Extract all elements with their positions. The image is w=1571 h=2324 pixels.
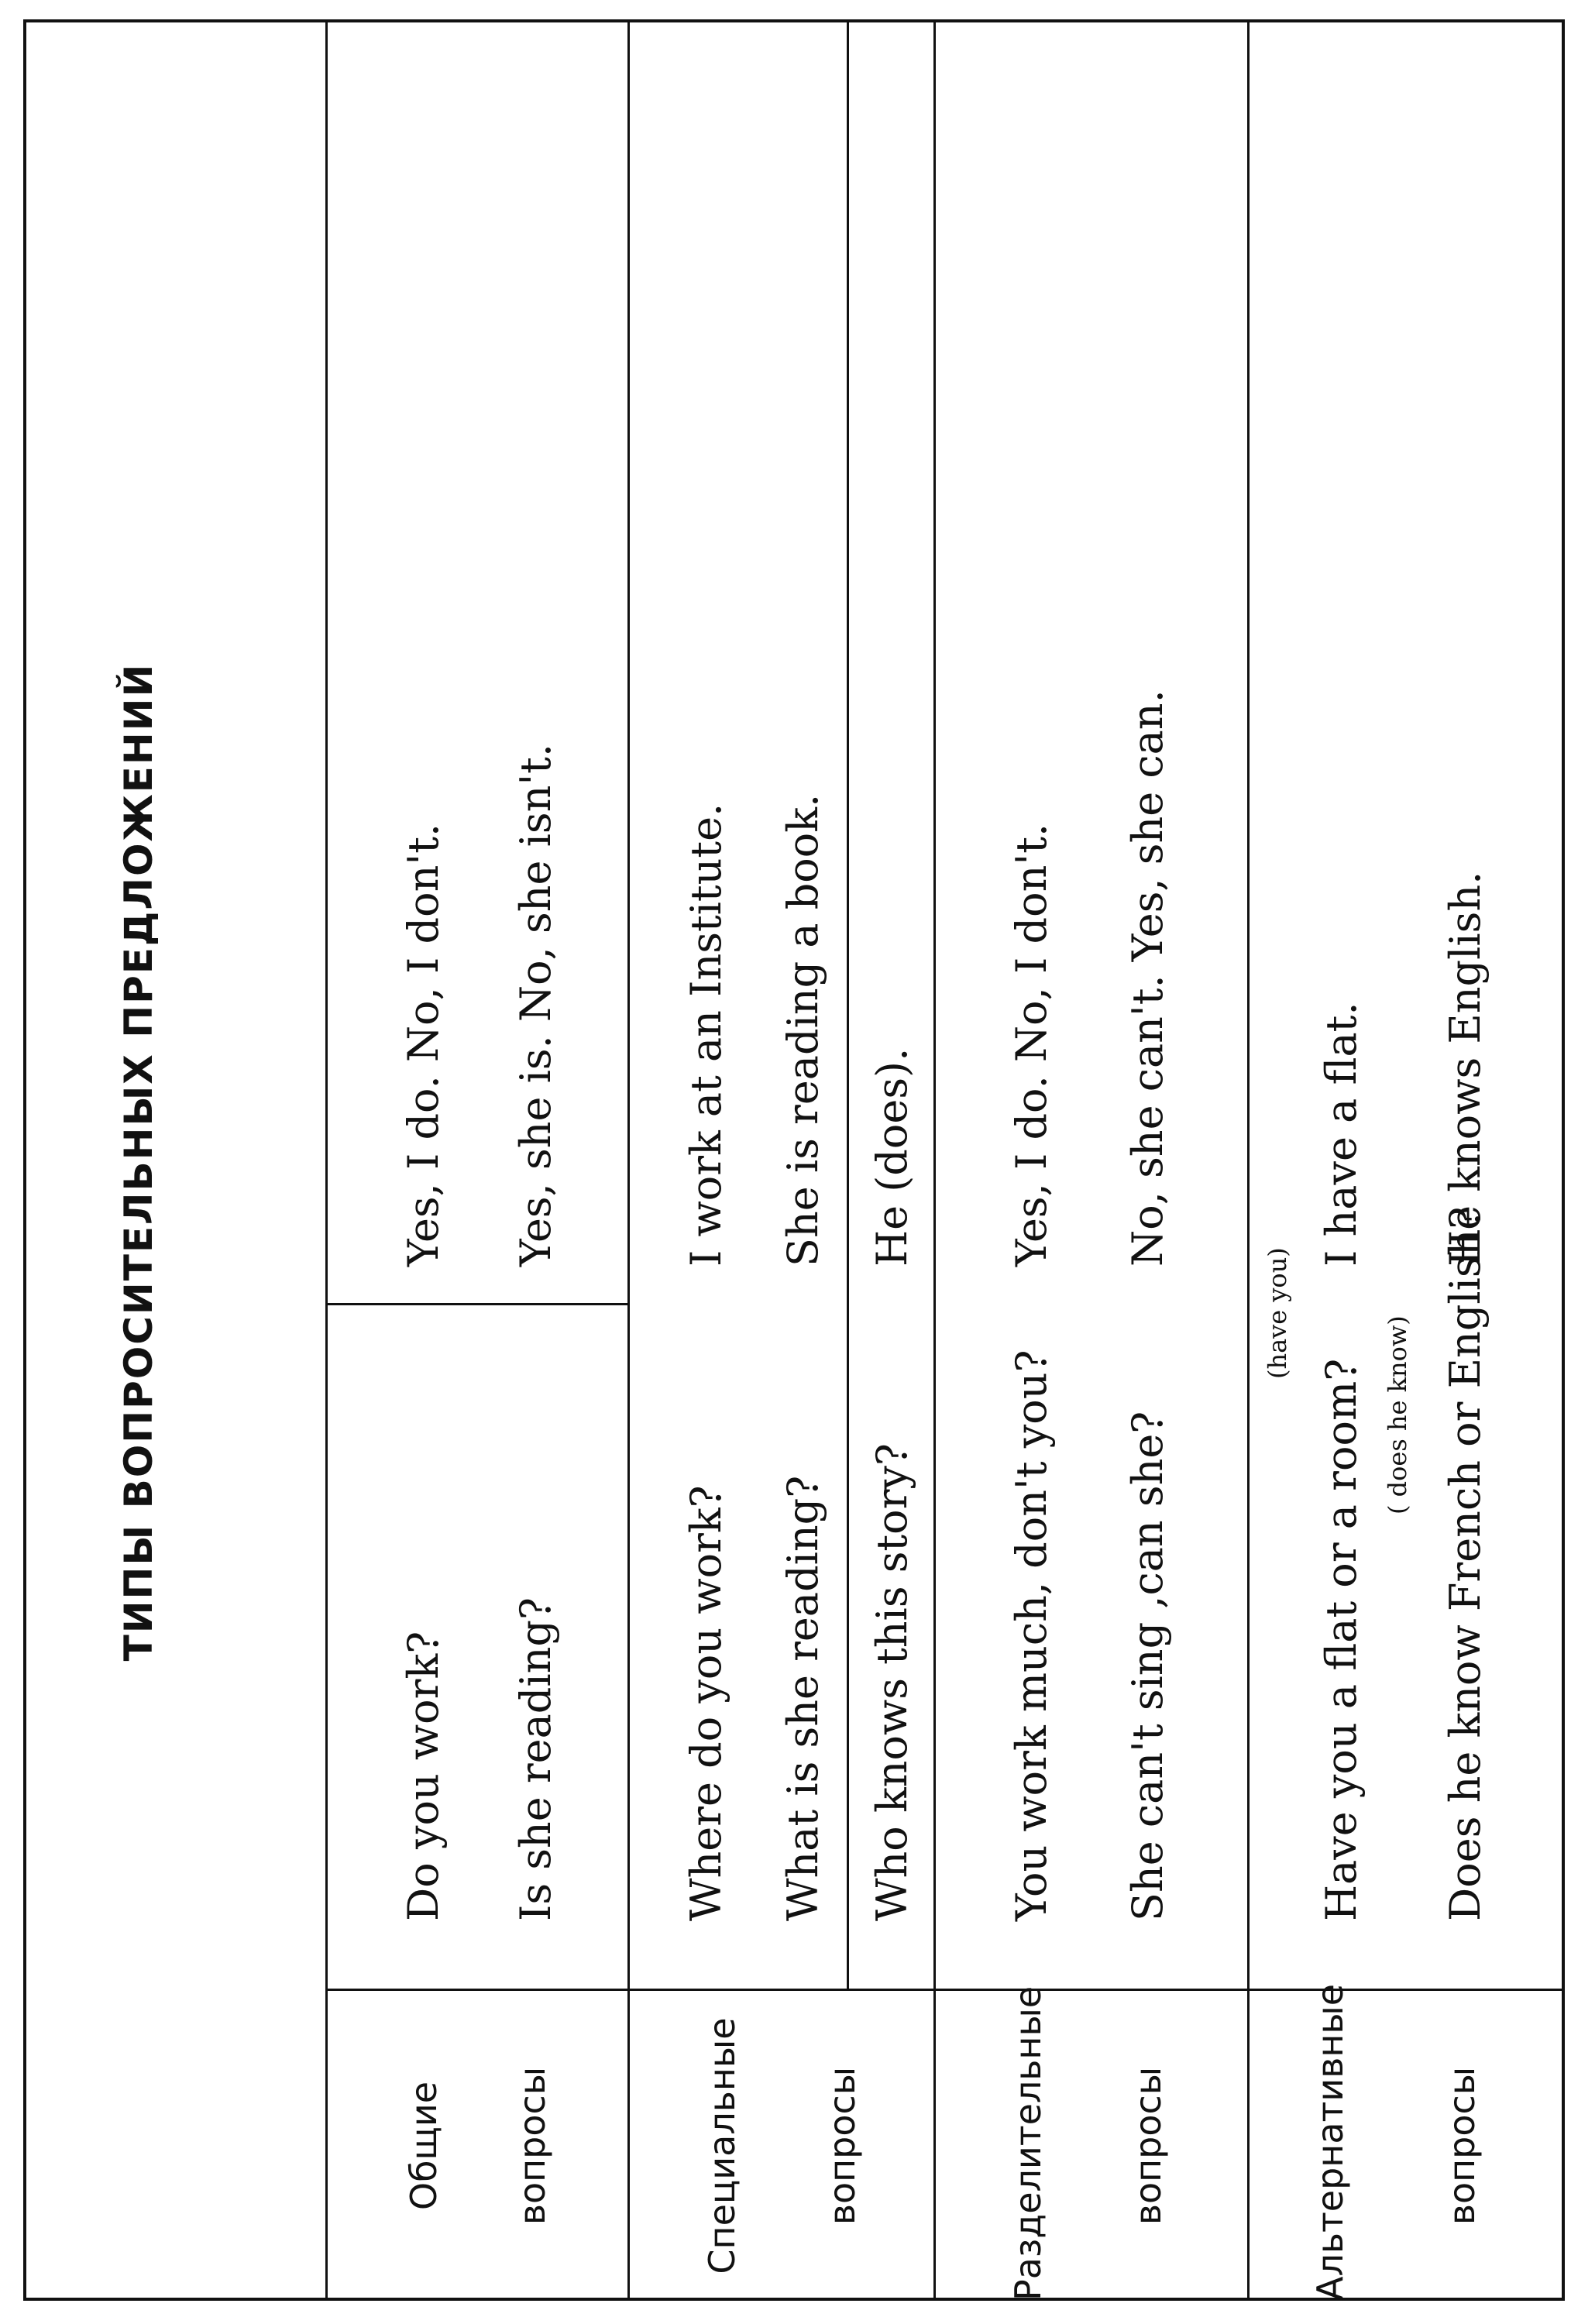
label-line: Альтернативные [1309,1983,1351,2301]
question-text: She can't sing ,can she? [1123,1411,1172,1921]
answer-text: No, she can't. Yes, she can. [1123,689,1172,1267]
question-text: Does he know French or English? [1441,1206,1490,1921]
special-subdivider [847,19,849,1991]
question-text: Have you a flat or a room? [1317,1358,1366,1921]
row-label-tag-2 [1127,1991,1169,2301]
answer-column-divider-row1 [325,1303,627,1305]
label-line: Общие [403,2081,445,2211]
answer-text: Yes, I do. No, I don't. [399,823,448,1267]
page-title: ТИПЫ ВОПРОСИТЕЛЬНЫХ ПРЕДЛОЖЕНИЙ [116,662,161,1662]
question-text: Is she reading? [511,1597,560,1921]
row-divider-2 [933,19,936,2301]
row-divider-1 [627,19,630,2301]
answer-text: Yes, I do. No, I don't. [1007,823,1056,1267]
row-label-special [701,1991,743,2301]
row-label-special-2 [821,1991,863,2301]
label-line: вопросы [1127,2066,1169,2226]
row-divider-3 [1247,19,1250,2301]
label-line: вопросы [511,2066,553,2226]
question-text: You work much, don't you? [1007,1349,1056,1921]
note-text: (have you) [1263,1247,1292,1379]
question-text: What is she reading? [779,1475,827,1921]
row-label-alternative [1309,1983,1351,2301]
answer-text: He knows English. [1441,871,1490,1267]
answer-text: I have a flat. [1317,1002,1366,1267]
row-label-general-2 [511,1991,553,2301]
answer-text: I work at an Institute. [682,803,730,1267]
question-text: Where do you work? [682,1485,730,1921]
answer-text: Yes, she is. No, she isn't. [511,743,560,1267]
row-label-alternative-2 [1441,1991,1483,2301]
question-text: Do you work? [399,1631,448,1921]
label-line: вопросы [1441,2066,1483,2226]
row-label-general [403,1991,445,2301]
note-text: ( does he know) [1383,1315,1412,1514]
row-divider-title [325,19,328,2301]
subject-question-text: Who knows this story? [868,1443,916,1921]
label-line: вопросы [821,2066,863,2226]
subject-answer-text: He (does). [868,1047,916,1267]
label-line: Разделительные [1007,1985,1049,2301]
row-label-tag [1007,1985,1049,2301]
answer-text: She is reading a book. [779,793,827,1267]
label-line: Специальные [701,2017,743,2274]
